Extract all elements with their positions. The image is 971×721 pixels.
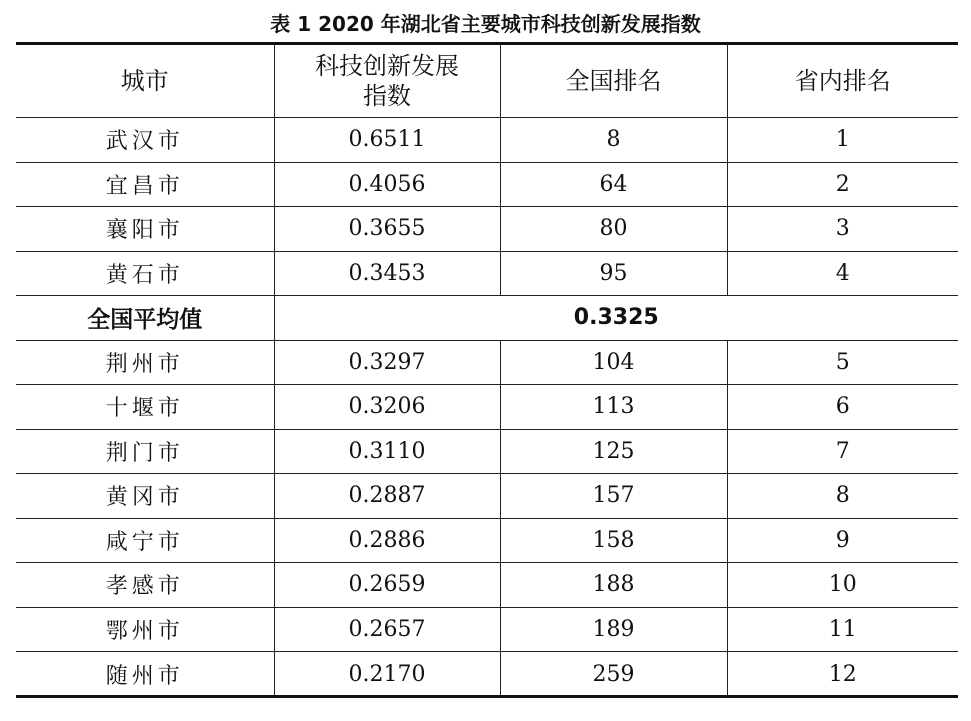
- national-rank-cell: 157: [500, 474, 727, 519]
- city-cell: 黄冈市: [16, 474, 274, 519]
- header-national-rank: 全国排名: [500, 45, 727, 118]
- national-rank-cell: 113: [500, 385, 727, 430]
- city-cell: 十堰市: [16, 385, 274, 430]
- national-rank-cell: 64: [500, 162, 727, 207]
- provincial-rank-cell: 8: [727, 474, 958, 519]
- city-cell: 孝感市: [16, 563, 274, 608]
- header-index: 科技创新发展指数: [274, 45, 500, 118]
- index-cell: 0.2659: [274, 563, 500, 608]
- provincial-rank-cell: 1: [727, 118, 958, 163]
- index-cell: 0.2887: [274, 474, 500, 519]
- city-cell: 襄阳市: [16, 207, 274, 252]
- city-cell: 荆门市: [16, 429, 274, 474]
- table-row: [16, 385, 958, 430]
- index-cell: 0.6511: [274, 118, 500, 163]
- provincial-rank-cell: 5: [727, 340, 958, 385]
- city-cell: 武汉市: [16, 118, 274, 163]
- table-row: [16, 429, 958, 474]
- city-index-table: [16, 45, 958, 696]
- national-rank-cell: 188: [500, 563, 727, 608]
- national-rank-cell: 259: [500, 652, 727, 697]
- index-cell: 0.2657: [274, 607, 500, 652]
- table-row: [16, 518, 958, 563]
- index-cell: 0.3206: [274, 385, 500, 430]
- national-rank-cell: 189: [500, 607, 727, 652]
- provincial-rank-cell: 9: [727, 518, 958, 563]
- index-cell: 0.3297: [274, 340, 500, 385]
- national-average-value: 0.3325: [274, 296, 958, 341]
- table-row: [16, 474, 958, 519]
- national-rank-cell: 158: [500, 518, 727, 563]
- table-caption: 表 1 2020 年湖北省主要城市科技创新发展指数: [270, 12, 701, 36]
- index-cell: 0.2170: [274, 652, 500, 697]
- header-city: 城市: [16, 45, 274, 118]
- provincial-rank-cell: 11: [727, 607, 958, 652]
- city-cell: 黄石市: [16, 251, 274, 296]
- city-cell: 宜昌市: [16, 162, 274, 207]
- national-rank-cell: 95: [500, 251, 727, 296]
- city-cell: 鄂州市: [16, 607, 274, 652]
- index-cell: 0.3453: [274, 251, 500, 296]
- table-row: [16, 652, 958, 697]
- table-row: [16, 207, 958, 252]
- national-rank-cell: 80: [500, 207, 727, 252]
- provincial-rank-cell: 10: [727, 563, 958, 608]
- table-row: [16, 251, 958, 296]
- header-provincial-rank: 省内排名: [727, 45, 958, 118]
- index-cell: 0.4056: [274, 162, 500, 207]
- national-average-row: [16, 296, 958, 341]
- provincial-rank-cell: 2: [727, 162, 958, 207]
- header-row: [16, 45, 958, 118]
- national-average-label: 全国平均值: [16, 296, 274, 341]
- national-rank-cell: 104: [500, 340, 727, 385]
- provincial-rank-cell: 6: [727, 385, 958, 430]
- table-row: [16, 607, 958, 652]
- national-rank-cell: 125: [500, 429, 727, 474]
- provincial-rank-cell: 4: [727, 251, 958, 296]
- city-cell: 咸宁市: [16, 518, 274, 563]
- city-cell: 随州市: [16, 652, 274, 697]
- bottom-rule: [16, 695, 958, 698]
- provincial-rank-cell: 7: [727, 429, 958, 474]
- table-row: [16, 563, 958, 608]
- index-cell: 0.3655: [274, 207, 500, 252]
- provincial-rank-cell: 12: [828, 661, 857, 687]
- index-cell: 0.2886: [274, 518, 500, 563]
- city-cell: 荆州市: [16, 340, 274, 385]
- table-row: [16, 162, 958, 207]
- national-rank-cell: 8: [500, 118, 727, 163]
- index-cell: 0.3110: [274, 429, 500, 474]
- table-row: [16, 340, 958, 385]
- provincial-rank-cell: 3: [727, 207, 958, 252]
- table-row: [16, 118, 958, 163]
